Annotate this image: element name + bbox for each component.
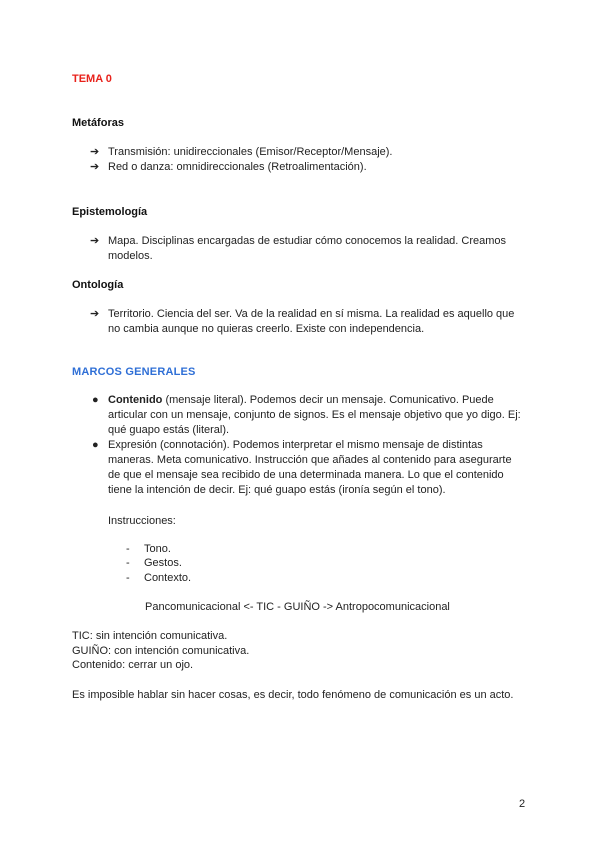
definition-line: TIC: sin intención comunicativa. [72,630,228,642]
comunicacion-scale: Pancomunicacional <- TIC - GUIÑO -> Antropocomunicacional [145,601,450,613]
metaforas-heading: Metáforas [72,117,124,129]
ontologia-heading: Ontología [72,279,124,291]
arrow-icon: ➔ [90,235,100,247]
contenido-line: qué guapo estás (literal). [108,424,230,436]
instruccion-item: Tono. [144,543,171,555]
arrow-icon: ➔ [90,146,100,158]
page-number: 2 [519,798,526,810]
contenido-text: (mensaje literal). Podemos decir un mensaje. Comunicativo. Puede [162,394,494,406]
instruccion-item: Gestos. [144,557,182,569]
arrow-icon: ➔ [90,308,100,320]
conclusion-text: Es imposible hablar sin hacer cosas, es decir, todo fenómeno de comunicación es un acto. [72,689,514,701]
contenido-line: articular con un mensaje, conjunto de signos. Es el mensaje objetivo que yo digo. Ej: [108,409,521,421]
bullet-icon: ● [92,394,99,406]
bullet-icon: ● [92,439,99,451]
instruccion-item: Contexto. [144,572,192,584]
contenido-bold: Contenido [108,394,163,406]
metaforas-item: Red o danza: omnidireccionales (Retroalimentación). [108,161,367,173]
metaforas-item: Transmisión: unidireccionales (Emisor/Receptor/Mensaje). [108,146,393,158]
definition-line: Contenido: cerrar un ojo. [72,659,194,671]
dash-marker: - [126,543,130,555]
epistemologia-heading: Epistemología [72,206,148,218]
expresion-line: de que el mensaje sea recibido de una determinada manera. Lo que el contenido [108,469,504,481]
contenido-line [108,393,528,408]
epistemologia-line: modelos. [108,250,153,262]
expresion-line: maneras. Meta comunicativo. Instrucción que añades al contenido para asegurarte [108,454,512,466]
ontologia-line: no cambia aunque no quieras creerlo. Existe con independencia. [108,323,425,335]
expresion-line: tiene la intención de decir. Ej: qué guapo estás (ironía según el tono). [108,484,446,496]
dash-marker: - [126,557,130,569]
expresion-line: Expresión (connotación). Podemos interpretar el mismo mensaje de distintas [108,439,483,451]
definition-line: GUIÑO: con intención comunicativa. [72,645,250,657]
tema-heading: TEMA 0 [72,73,112,85]
epistemologia-line: Mapa. Disciplinas encargadas de estudiar cómo conocemos la realidad. Creamos [108,235,507,247]
marcos-heading: MARCOS GENERALES [72,366,196,378]
ontologia-line: Territorio. Ciencia del ser. Va de la realidad en sí misma. La realidad es aquello que [108,308,515,320]
instrucciones-label: Instrucciones: [108,515,176,527]
dash-marker: - [126,572,130,584]
arrow-icon: ➔ [90,161,100,173]
